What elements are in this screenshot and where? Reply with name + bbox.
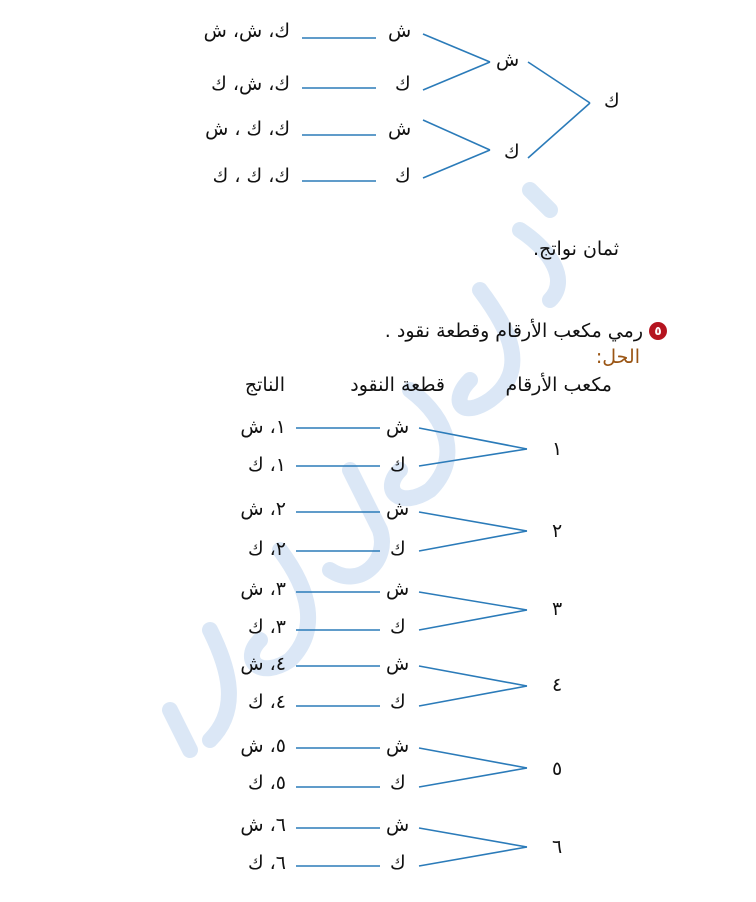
tree1-branch <box>423 150 490 178</box>
coin-side: ش <box>386 653 410 675</box>
outcome: ٦، ك <box>247 852 286 874</box>
outcome: ٣، ك <box>247 616 286 638</box>
tree1-leaf: ش <box>388 118 412 140</box>
tree1-branch <box>423 120 490 150</box>
coin-side: ك <box>390 454 406 476</box>
tree1-outcome: ك، ك ، ك <box>212 165 290 187</box>
outcome: ١، ك <box>247 454 286 476</box>
tree1-leaf: ش <box>388 20 412 42</box>
tree1-mid-node: ش <box>496 49 520 71</box>
coin-side: ش <box>386 578 410 600</box>
tree1-branch <box>528 103 590 158</box>
coin-side: ك <box>390 616 406 638</box>
cube-face: ١ <box>552 438 563 460</box>
outcome: ٥، ك <box>247 772 286 794</box>
tree1-outcome: ك، ش، ك <box>211 73 290 95</box>
tree1-mid-node: ك <box>504 141 520 163</box>
tree1-outcome: ك، ش، ش <box>203 20 290 42</box>
outcome: ٤، ك <box>247 691 286 713</box>
coin-side: ش <box>386 814 410 836</box>
tree2-lines <box>296 428 527 866</box>
outcome: ٢، ش <box>240 498 286 520</box>
tree1-summary: ثمان نواتج. <box>532 238 619 260</box>
header-outcome: الناتج <box>244 374 285 396</box>
tree1-branch <box>528 62 590 103</box>
cube-face: ٣ <box>552 598 563 620</box>
outcome: ٣، ش <box>240 578 286 600</box>
cube-face: ٤ <box>552 674 563 696</box>
outcome: ٦، ش <box>240 814 286 836</box>
outcome: ١، ش <box>240 416 286 438</box>
outcome: ٢، ك <box>247 538 286 560</box>
coin-side: ك <box>390 538 406 560</box>
tree1-leaf: ك <box>395 73 411 95</box>
coin-side: ك <box>390 852 406 874</box>
coin-side: ك <box>390 772 406 794</box>
tree1-root: ك <box>604 90 620 112</box>
tree1-leaf: ك <box>395 165 411 187</box>
cube-face: ٦ <box>552 836 563 858</box>
solution-label: الحل: <box>595 346 640 368</box>
cube-face: ٢ <box>552 520 563 542</box>
tree1-branch <box>423 34 490 62</box>
cube-face: ٥ <box>552 758 563 780</box>
coin-side: ك <box>390 691 406 713</box>
question-number-badge: ٥ <box>649 322 667 340</box>
coin-side: ش <box>386 416 410 438</box>
outcome: ٥، ش <box>240 735 286 757</box>
header-coin: قطعة النقود <box>350 374 445 396</box>
outcome: ٤، ش <box>240 653 286 675</box>
tree1-outcome: ك، ك ، ش <box>205 118 290 140</box>
question-text: رمي مكعب الأرقام وقطعة نقود . <box>384 320 643 342</box>
tree1-branch <box>423 62 490 90</box>
coin-side: ش <box>386 498 410 520</box>
header-cube: مكعب الأرقام <box>505 374 612 396</box>
coin-side: ش <box>386 735 410 757</box>
